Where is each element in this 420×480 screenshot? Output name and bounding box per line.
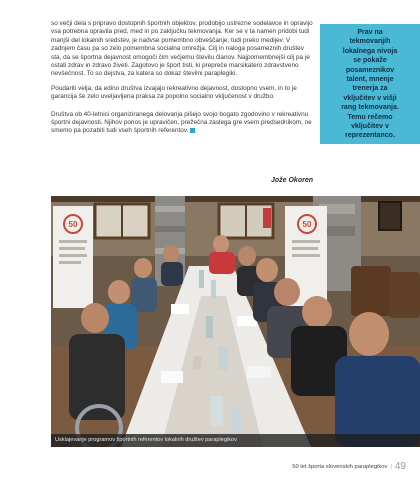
pull-quote-line: reprezentanco. <box>345 132 395 140</box>
footer-publication-title: 50 let športa slovenskih paraplegikov <box>292 464 388 470</box>
pull-quote-line: vključitev v višji <box>343 94 397 102</box>
pull-quote-line: rang tekmovanja. <box>341 104 399 112</box>
meeting-photo <box>51 196 420 447</box>
article-paragraph-3-text: Društva ob 40-letnici organiziranega delovanja pišejo svojo bogato zgodovino v rekreativnu športni dejavnosti. Njihov ponos je upravičen, prežečna zaslega gre vsem predsednikom, ne smemo pa pozabiti tudi vseh športnih referentov. <box>51 110 312 135</box>
pull-quote-line: trenerja za <box>352 85 388 93</box>
pull-quote-line: lokalnega nivoja <box>342 47 398 55</box>
article-paragraph-3 <box>51 111 313 136</box>
pull-quote-line: Prav na <box>357 29 383 36</box>
end-of-article-mark <box>190 128 195 133</box>
meeting-photo-illustration <box>51 196 420 447</box>
pull-quote-box <box>320 24 420 144</box>
page-footer <box>292 461 406 473</box>
article-paragraph-1: so večji dela s pripravo dostopnih športnih objektov, prodobijo ustrezne sodelavce in opravijo vsa potrebna opravila pred, med in po zaključku tekmovanja. Ker se v ta namen pridobi tudi manjši del lokalnih sredstev, je nadvse pomembno obveščanje, tudi preko medijev. V zadnjem času pa so zelo pomembna socialna omrežja. Cilj in naloga posameznih društev sta, da se športna dejavnost omogoči čim večjemu številu članov. Najpomembnejši cilj pa je ostati zdrav in zdravo živeti. Zagotovo je šport tisti, ki prepreče marsikatero zdravstveno nevšečnost. To so dejstva, za katera so dokaz številni paraplegiki. <box>51 20 313 78</box>
page-number: 49 <box>394 461 406 472</box>
article-author: Jože Okoren <box>270 177 313 184</box>
pull-quote-line: tekmovanjih <box>349 38 391 46</box>
pull-quote-line: vključitev v <box>351 123 389 131</box>
footer-separator: | <box>390 464 392 470</box>
article-paragraph-2: Poudariti velja, da edino društva izvajajo rekreativno dejavnost, dostopno vsem, in to je garancija še zelo uveljavljena praksa za popolno socialno vključenost v družbo. <box>51 84 297 101</box>
banner-logo-number-right: 50 <box>302 220 312 229</box>
photo-caption: Usklajevanje programov športnih referentov lokalnih društev paraplegikov <box>51 434 420 447</box>
pull-quote-line: se pokaže <box>353 57 387 65</box>
article-body <box>51 20 313 145</box>
banner-logo-number: 50 <box>68 220 78 229</box>
pull-quote-line: posameznikov <box>345 66 395 74</box>
pull-quote-line: Temu rečemo <box>347 113 393 121</box>
pull-quote-line: talent, mnenje <box>346 76 394 84</box>
